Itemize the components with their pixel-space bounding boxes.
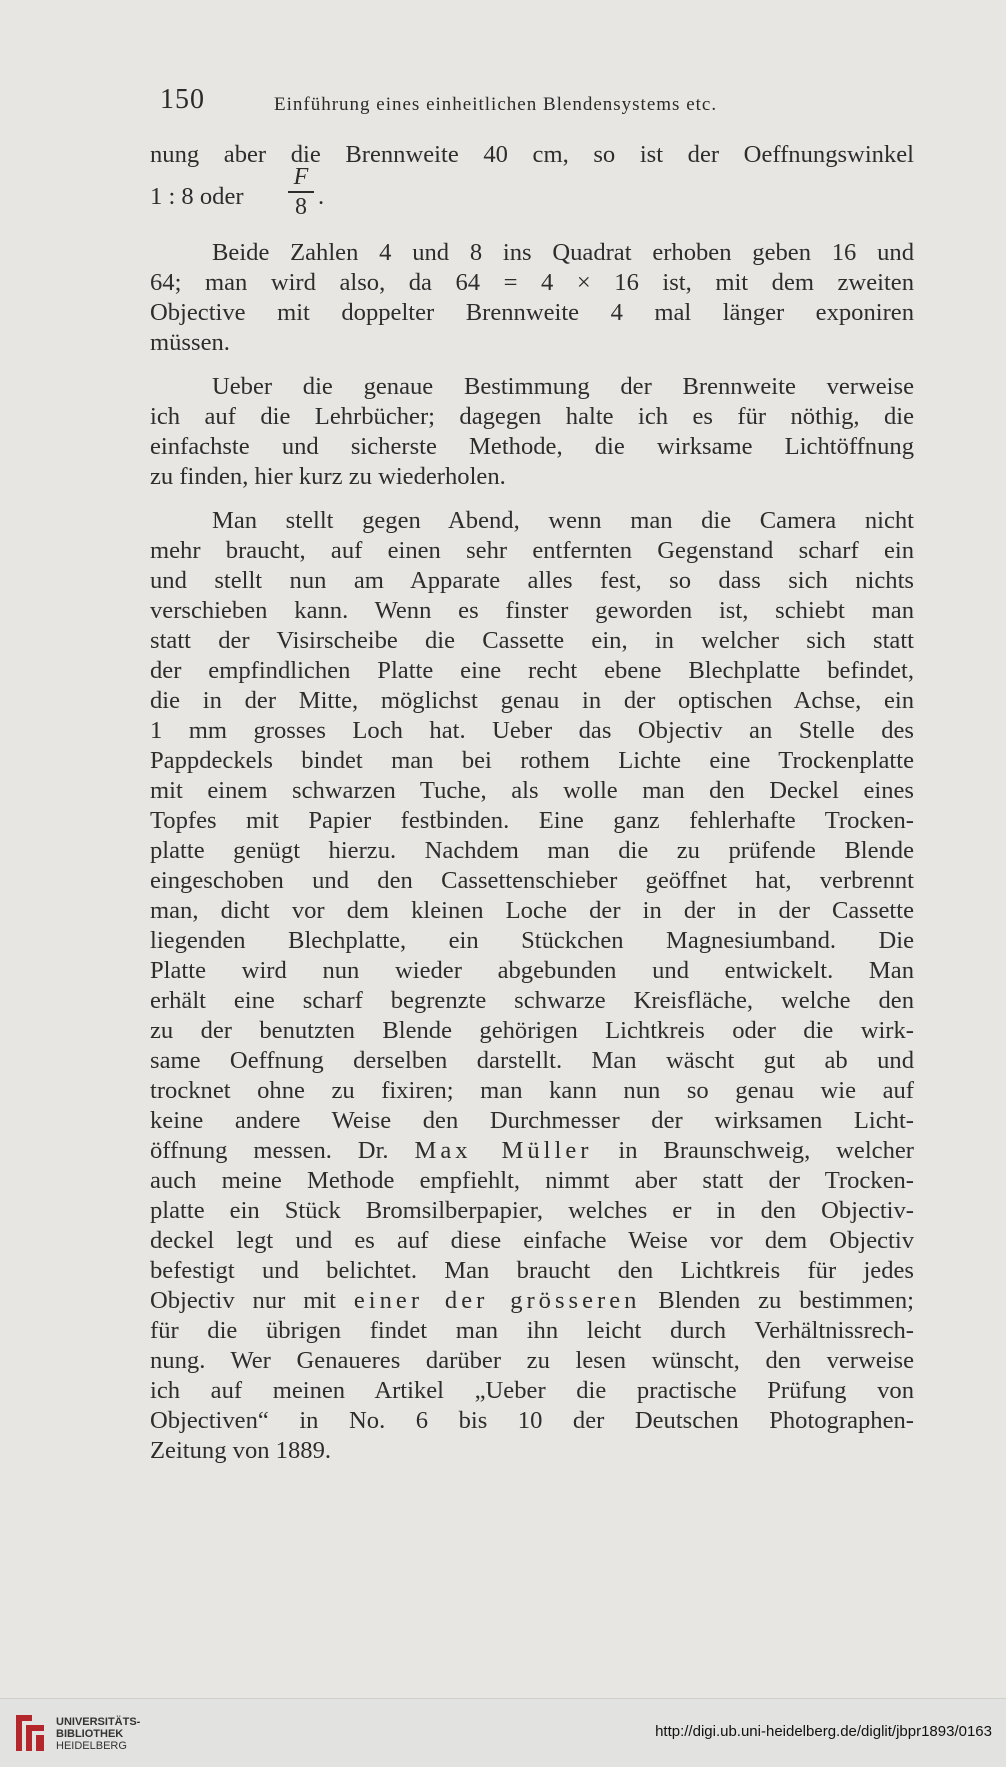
- text-line: für die übrigen findet man ihn leicht durch Verhältnissrech-: [150, 1317, 914, 1344]
- text-line: Objective mit doppelter Brennweite 4 mal länger exponiren: [150, 299, 914, 326]
- footer-bar: [0, 1698, 1006, 1767]
- ub-heidelberg-logo-icon: [12, 1711, 48, 1755]
- text-line: befestigt und belichtet. Man braucht den Lichtkreis für jedes: [150, 1257, 914, 1284]
- formula-line: [150, 164, 914, 224]
- running-title: Einführung eines einheitlichen Blendensystems etc.: [274, 94, 718, 115]
- text-run: öffnung messen.: [150, 1137, 332, 1164]
- text-line: keine andere Weise den Durchmesser der wirksamen Licht-: [150, 1107, 914, 1134]
- text-line: 1 mm grosses Loch hat. Ueber das Objectiv an Stelle des: [150, 717, 914, 744]
- text-line: deckel legt und es auf diese einfache Weise vor dem Objectiv: [150, 1227, 914, 1254]
- text-line: [150, 1136, 914, 1166]
- text-line: müssen.: [150, 329, 230, 356]
- text-line: Beide Zahlen 4 und 8 ins Quadrat erhoben geben 16 und: [212, 239, 914, 266]
- text-line: Objectiven“ in No. 6 bis 10 der Deutschen Photographen-: [150, 1407, 914, 1434]
- library-name-line: BIBLIOTHEK: [56, 1728, 124, 1740]
- library-name: [56, 1716, 140, 1752]
- text-line: 64; man wird also, da 64 = 4 × 16 ist, mit dem zweiten: [150, 269, 914, 296]
- text-line: same Oeffnung derselben darstellt. Man wäscht gut ab und: [150, 1047, 914, 1074]
- fraction-period: .: [318, 183, 325, 210]
- fraction-bar: [288, 191, 314, 193]
- text-line: Topfes mit Papier festbinden. Eine ganz fehlerhafte Trocken-: [150, 807, 914, 834]
- person-name: Max Müller: [414, 1137, 593, 1164]
- page-header: [160, 84, 800, 120]
- text-line: auch meine Methode empfiehlt, nimmt aber statt der Trocken-: [150, 1167, 914, 1194]
- text-line: erhält eine scharf begrenzte schwarze Kreisfläche, welche den: [150, 987, 914, 1014]
- fraction-denominator: 8: [295, 194, 307, 220]
- text-line: man, dicht vor dem kleinen Loche der in der in der Cassette: [150, 897, 914, 924]
- library-name-line: HEIDELBERG: [56, 1740, 127, 1752]
- fraction: [288, 164, 314, 220]
- paragraph: [150, 372, 914, 492]
- page-number: 150: [160, 84, 205, 115]
- text-line: Man stellt gegen Abend, wenn man die Camera nicht: [212, 507, 914, 534]
- permalink-url[interactable]: http://digi.ub.uni-heidelberg.de/diglit/jbpr1893/0163: [655, 1723, 992, 1740]
- fraction-numerator: F: [293, 164, 309, 190]
- library-name-line: UNIVERSITÄTS-: [56, 1716, 141, 1728]
- text-line: und stellt nun am Apparate alles fest, so dass sich nichts: [150, 567, 914, 594]
- text-line: Zeitung von 1889.: [150, 1437, 332, 1464]
- text-run: Objectiv nur mit: [150, 1287, 354, 1314]
- text-line: Platte wird nun wieder abgebunden und entwickelt. Man: [150, 957, 914, 984]
- text-line: trocknet ohne zu fixiren; man kann nun so genau wie auf: [150, 1077, 914, 1104]
- text-line: die in der Mitte, möglichst genau in der optischen Achse, ein: [150, 687, 914, 714]
- text-line: platte ein Stück Bromsilberpapier, welches er in den Objectiv-: [150, 1197, 914, 1224]
- text-line: verschieben kann. Wenn es finster geworden ist, schiebt man: [150, 597, 914, 624]
- text-run: in Braunschweig, welcher: [592, 1137, 914, 1164]
- text-run: Dr.: [331, 1137, 415, 1164]
- text-line: ich auf meinen Artikel „Ueber die practische Prüfung von: [150, 1377, 914, 1404]
- text-line: mehr braucht, auf einen sehr entfernten Gegenstand scharf ein: [150, 537, 914, 564]
- text-line: ich auf die Lehrbücher; dagegen halte ich es für nöthig, die: [150, 403, 914, 430]
- emphasis-text: einer der grösseren: [353, 1287, 641, 1314]
- text-line: statt der Visirscheibe die Cassette ein, in welcher sich statt: [150, 627, 914, 654]
- text-line: zu finden, hier kurz zu wiederholen.: [150, 463, 506, 490]
- text-line: zu der benutzten Blende gehörigen Lichtkreis oder die wirk-: [150, 1017, 914, 1044]
- text-line: [150, 1286, 914, 1316]
- ratio-text: 1 : 8 oder: [150, 183, 244, 210]
- text-line: nung. Wer Genaueres darüber zu lesen wünscht, den verweise: [150, 1347, 914, 1374]
- text-line: einfachste und sicherste Methode, die wirksame Lichtöffnung: [150, 433, 914, 460]
- text-line: eingeschoben und den Cassettenschieber geöffnet hat, verbrennt: [150, 867, 914, 894]
- body-text: [150, 140, 914, 1466]
- paragraph: [150, 506, 914, 1466]
- text-run: Blenden zu bestimmen;: [640, 1287, 914, 1314]
- paragraph: [150, 238, 914, 358]
- text-line: Pappdeckels bindet man bei rothem Lichte eine Trockenplatte: [150, 747, 914, 774]
- text-line: nung aber die Brennweite 40 cm, so ist der Oeffnungswinkel: [150, 141, 914, 168]
- text-line: mit einem schwarzen Tuche, als wolle man den Deckel eines: [150, 777, 914, 804]
- text-line: liegenden Blechplatte, ein Stückchen Magnesiumband. Die: [150, 927, 914, 954]
- text-line: der empfindlichen Platte eine recht ebene Blechplatte befindet,: [150, 657, 914, 684]
- text-line: Ueber die genaue Bestimmung der Brennweite verweise: [212, 373, 914, 400]
- text-line: platte genügt hierzu. Nachdem man die zu prüfende Blende: [150, 837, 914, 864]
